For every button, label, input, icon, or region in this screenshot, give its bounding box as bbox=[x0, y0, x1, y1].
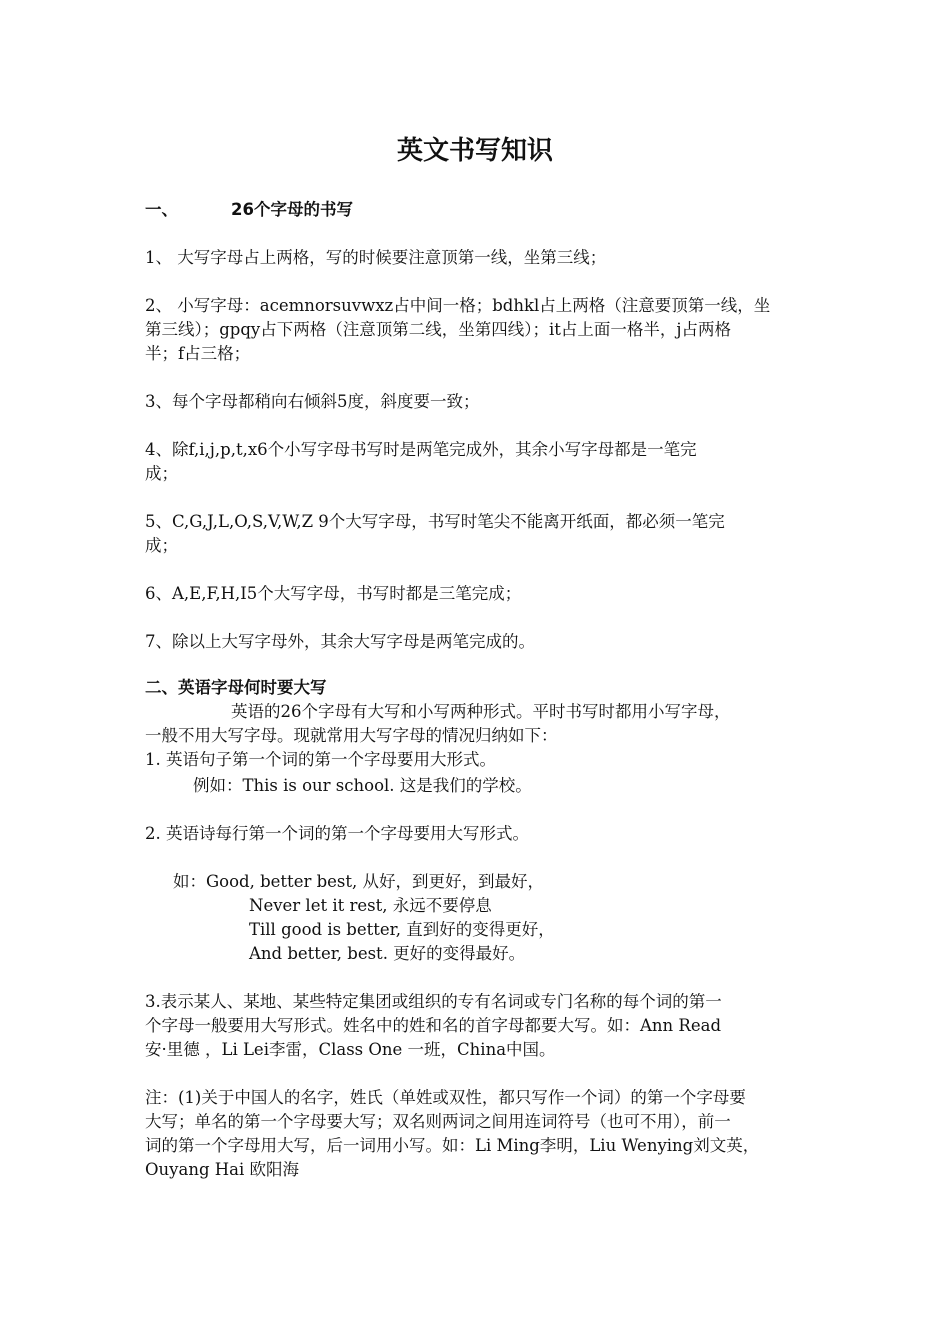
note-line3: 词的第一个字母用大写，后一词用小写。如：Li Ming李明，Liu Wenying刘文英， bbox=[145, 1136, 760, 1155]
poem-line2: Never let it rest, 永远不要停息 bbox=[249, 896, 492, 915]
section2-intro-line2: 一般不用大写字母。现就常用大写字母的情况归纳如下： bbox=[145, 726, 558, 745]
rule3-line2: 个字母一般要用大写形式。姓名中的姓和名的首字母都要大写。如：Ann Read bbox=[145, 1016, 722, 1035]
poem-line1: 如：Good, better best, 从好，到更好，到最好， bbox=[173, 872, 545, 891]
section1-title: 26个字母的书写 bbox=[231, 200, 353, 219]
rule1-text: 1. 英语句子第一个词的第一个字母要用大形式。 bbox=[145, 750, 496, 769]
item5-line2: 成； bbox=[145, 536, 178, 555]
poem-line4: And better, best. 更好的变得最好。 bbox=[249, 944, 526, 963]
item3-line1: 3、每个字母都稍向右倾斜5度，斜度要一致； bbox=[145, 392, 480, 411]
item6-line1: 6、A,E,F,H,I5个大写字母，书写时都是三笔完成； bbox=[145, 584, 522, 603]
item2-line3: 半；f占三格； bbox=[145, 344, 251, 363]
rule2-text: 2. 英语诗每行第一个词的第一个字母要用大写形式。 bbox=[145, 824, 529, 843]
note-line4: Ouyang Hai 欧阳海 bbox=[145, 1160, 299, 1179]
item5-line1: 5、C,G,J,L,O,S,V,W,Z 9个大写字母，书写时笔尖不能离开纸面，都必须一笔完 bbox=[145, 512, 725, 531]
page-title: 英文书写知识 bbox=[396, 136, 553, 166]
item2-line2: 第三线）；gpqy占下两格（注意顶第二线，坐第四线）；it占上面一格半，j占两格 bbox=[145, 320, 732, 339]
item2-line1: 2、 小写字母：acemnorsuvwxz占中间一格；bdhkl占上两格（注意要顶第一线，坐 bbox=[145, 296, 771, 315]
section1-heading bbox=[145, 198, 810, 222]
item7-line1: 7、除以上大写字母外，其余大写字母是两笔完成的。 bbox=[145, 632, 535, 651]
section2-heading: 二、英语字母何时要大写 bbox=[145, 678, 327, 697]
item4-line1: 4、除f,i,j,p,t,x6个小写字母书写时是两笔完成外，其余小写字母都是一笔完 bbox=[145, 440, 697, 459]
rule3-line3: 安·里德 ，Li Lei李雷，Class One 一班，China中国。 bbox=[145, 1040, 556, 1059]
note-line1: 注：(1)关于中国人的名字，姓氏（单姓或双性，都只写作一个词）的第一个字母要 bbox=[145, 1088, 746, 1107]
section1-number: 一、 bbox=[145, 200, 178, 219]
section2-intro-line1: 英语的26个字母有大写和小写两种形式。平时书写时都用小写字母， bbox=[231, 702, 731, 721]
rule3-line1: 3.表示某人、某地、某些特定集团或组织的专有名词或专门名称的每个词的第一 bbox=[145, 992, 722, 1011]
poem-line3: Till good is better, 直到好的变得更好， bbox=[249, 920, 555, 939]
note-line2: 大写；单名的第一个字母要大写；双名则两词之间用连词符号（也可不用），前一 bbox=[145, 1112, 731, 1131]
item4-line2: 成； bbox=[145, 464, 178, 483]
item1-line1: 1、 大写字母占上两格，写的时候要注意顶第一线，坐第三线； bbox=[145, 248, 607, 267]
rule1-example: 例如：This is our school. 这是我们的学校。 bbox=[193, 776, 532, 795]
